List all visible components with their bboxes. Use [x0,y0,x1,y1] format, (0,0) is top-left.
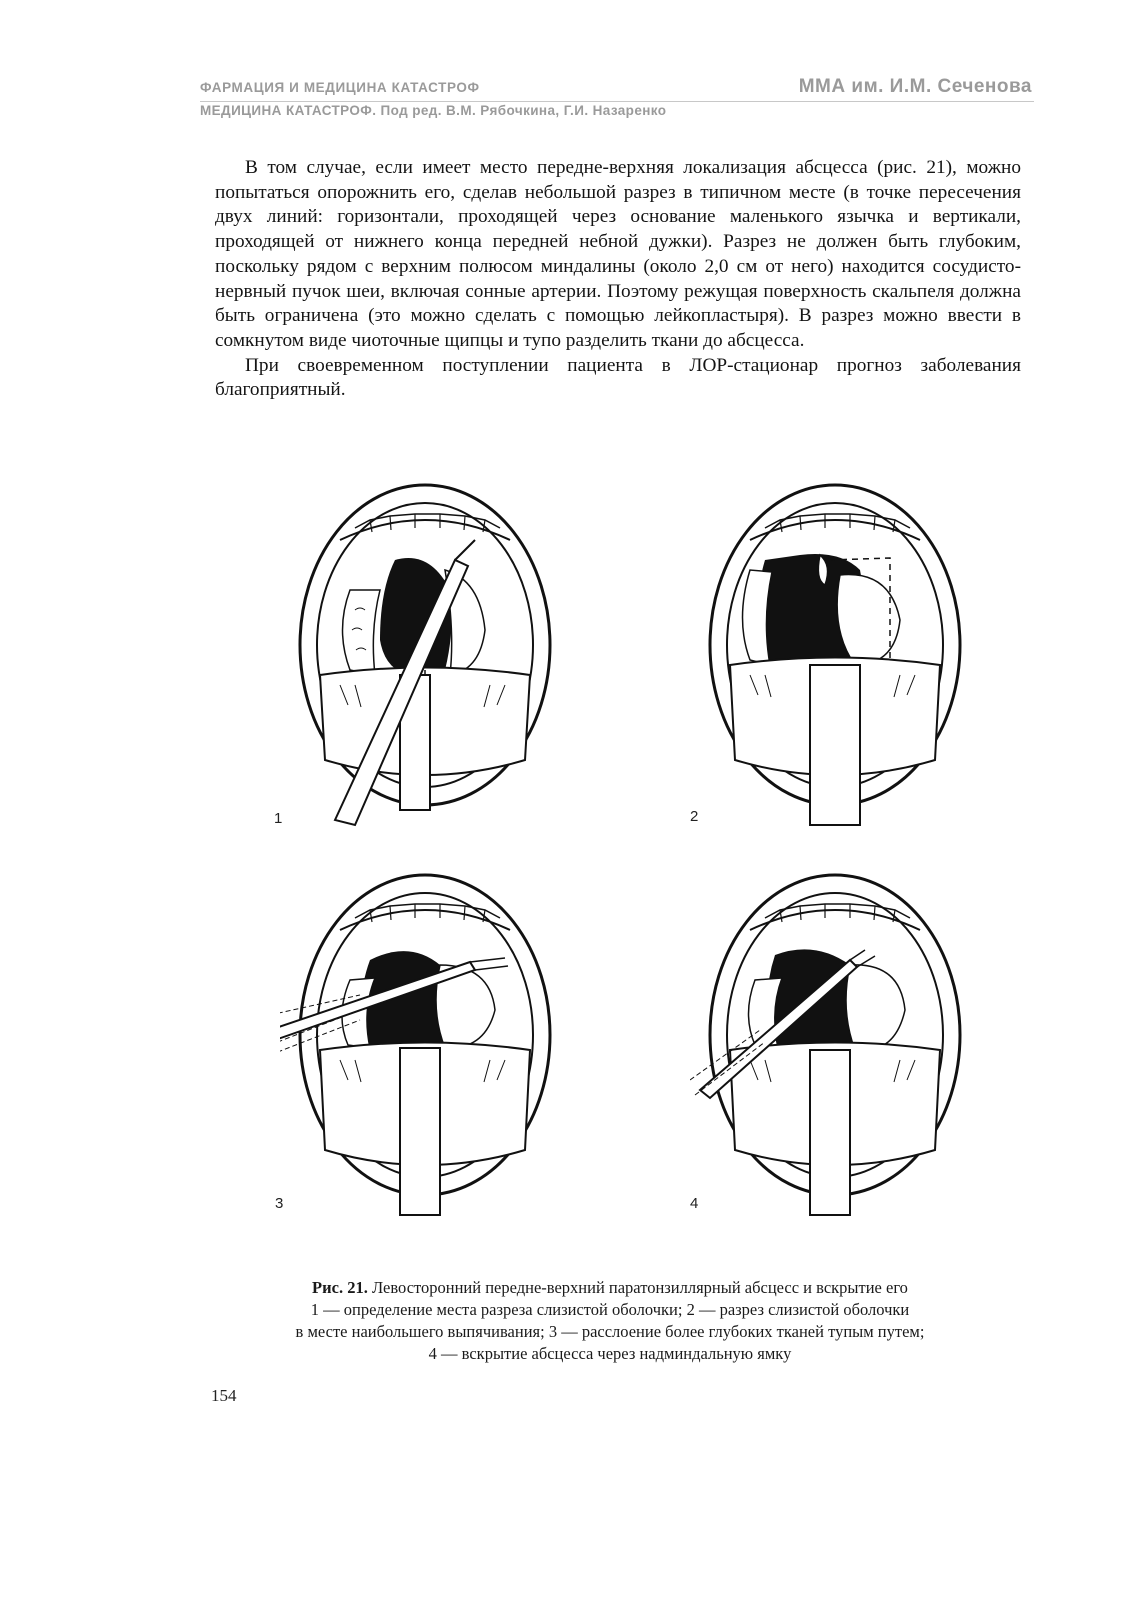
oral-cavity-illustration-4 [690,870,980,1230]
oral-cavity-illustration-2 [690,480,980,840]
panel-label-4: 4 [690,1195,699,1212]
figure-panel-3 [275,870,570,1230]
panel-label-2: 2 [690,808,699,825]
running-header-left [200,80,666,118]
header-series-title: ФАРМАЦИЯ И МЕДИЦИНА КАТАСТРОФ [200,80,480,95]
page-number: 154 [211,1386,237,1405]
header-institution: ММА им. И.М. Сеченова [798,76,1032,97]
caption-line-2: 1 — определение места разреза слизистой оболочки; 2 — разрез слизистой оболочки [310,1300,910,1319]
panel-label-1: 1 [274,810,283,827]
paragraph-1: В том случае, если имеет место передне-верхняя локализация абсцесса (рис. 21), можно попытаться опорожнить его, сделав небольшой разрез в типичном месте (в точке пересечения двух линий: горизонтали, проходящей через основание маленького язычка и вертикали, проходящей от нижнего конца передней небной дужки). Разрез не должен быть глубоким, поскольку рядом с верхним полюсом миндалины (около 2,0 см от него) находится сосудисто-нервный пучок шеи, включая сонные артерии. Поэтому режущая поверхность скальпеля должна быть ограничена (это можно сделать с помощью лейкопластыря). В разрез можно ввести в сомкнутом виде чиоточные щипцы и тупо разделить ткани до абсцесса. [215,157,1021,351]
figure-panel-2 [690,480,980,840]
caption-figure-number: Рис. 21. [312,1278,368,1297]
oral-cavity-illustration-1 [280,480,570,840]
figure-panel-1 [274,480,570,840]
oral-cavity-illustration-3 [280,870,570,1230]
header-divider [200,101,1034,102]
body-text [215,156,1021,403]
figure-caption [200,1277,1020,1365]
caption-line-4: 4 — вскрытие абсцесса через надминдальную ямку [428,1344,792,1363]
caption-title-line [200,1277,1020,1299]
caption-line-3: в месте наибольшего выпячивания; 3 — расслоение более глубоких тканей тупым путем; [295,1322,925,1341]
figure-panel-4 [690,870,980,1230]
caption-title: Левосторонний передне-верхний паратонзиллярный абсцесс и вскрытие его [371,1278,908,1297]
header-book-title: МЕДИЦИНА КАТАСТРОФ. Под ред. В.М. Рябочкина, Г.И. Назаренко [200,103,667,118]
figure-21 [250,480,990,1240]
paragraph-2: При своевременном поступлении пациента в ЛОР-стационар прогноз заболевания благоприятный. [215,354,1021,401]
panel-label-3: 3 [275,1195,284,1212]
